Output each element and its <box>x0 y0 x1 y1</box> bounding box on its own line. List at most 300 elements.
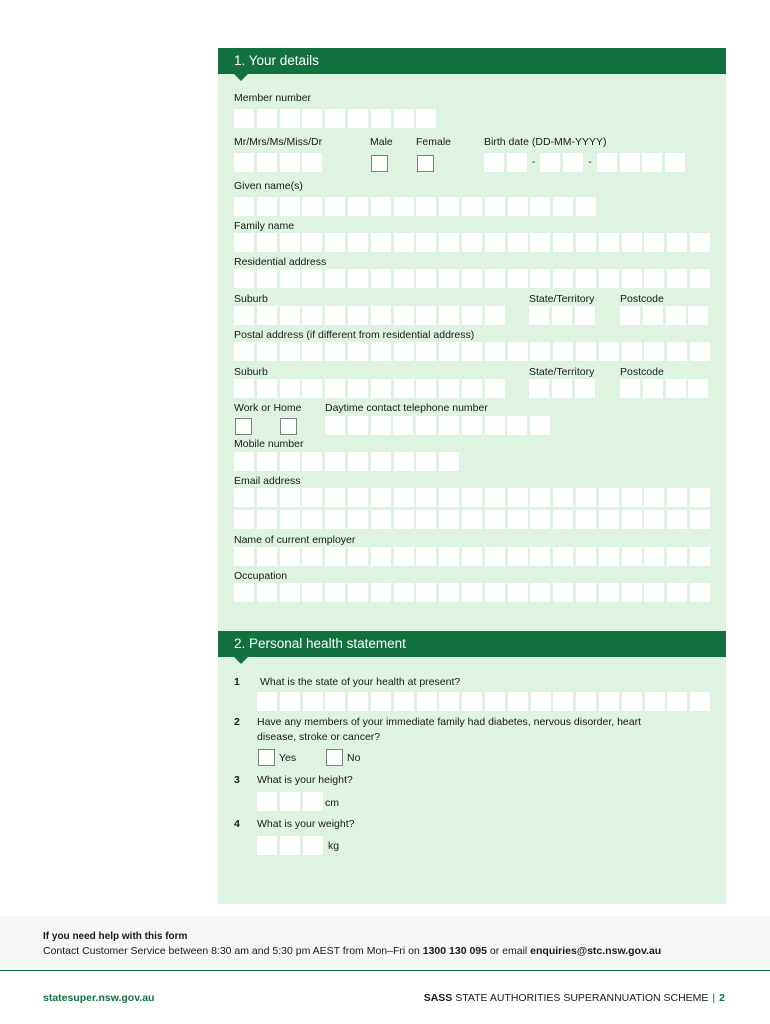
input-cell[interactable] <box>485 342 505 361</box>
input-cell[interactable] <box>553 692 573 711</box>
input-cell[interactable] <box>280 452 300 471</box>
postal-state-field[interactable] <box>529 379 597 398</box>
input-cell[interactable] <box>302 452 322 471</box>
input-cell[interactable] <box>644 342 664 361</box>
input-cell[interactable] <box>462 488 482 507</box>
input-cell[interactable] <box>280 792 300 811</box>
input-cell[interactable] <box>302 306 322 325</box>
input-cell[interactable] <box>302 510 322 529</box>
input-cell[interactable] <box>302 547 322 566</box>
input-cell[interactable] <box>530 233 550 252</box>
health-state-field[interactable] <box>257 692 713 711</box>
input-cell[interactable] <box>257 197 277 216</box>
input-cell[interactable] <box>302 197 322 216</box>
input-cell[interactable] <box>325 510 345 529</box>
input-cell[interactable] <box>439 583 459 602</box>
input-cell[interactable] <box>280 153 300 172</box>
input-cell[interactable] <box>416 510 436 529</box>
input-cell[interactable] <box>485 488 505 507</box>
input-cell[interactable] <box>371 233 391 252</box>
input-cell[interactable] <box>371 692 391 711</box>
input-cell[interactable] <box>462 233 482 252</box>
input-cell[interactable] <box>257 452 277 471</box>
input-cell[interactable] <box>485 379 505 398</box>
input-cell[interactable] <box>620 153 640 172</box>
input-cell[interactable] <box>644 583 664 602</box>
input-cell[interactable] <box>462 583 482 602</box>
input-cell[interactable] <box>530 583 550 602</box>
input-cell[interactable] <box>234 109 254 128</box>
postal-postcode-field[interactable] <box>620 379 711 398</box>
email-field-line-2[interactable] <box>234 510 713 529</box>
input-cell[interactable] <box>667 692 687 711</box>
family-name-field[interactable] <box>234 233 713 252</box>
postcode-field[interactable] <box>620 306 711 325</box>
input-cell[interactable] <box>257 488 277 507</box>
input-cell[interactable] <box>508 342 528 361</box>
input-cell[interactable] <box>553 488 573 507</box>
input-cell[interactable] <box>394 342 414 361</box>
input-cell[interactable] <box>302 488 322 507</box>
input-cell[interactable] <box>325 269 345 288</box>
input-cell[interactable] <box>416 452 436 471</box>
input-cell[interactable] <box>280 547 300 566</box>
input-cell[interactable] <box>622 269 642 288</box>
male-checkbox[interactable] <box>371 155 388 172</box>
input-cell[interactable] <box>439 379 459 398</box>
input-cell[interactable] <box>622 342 642 361</box>
input-cell[interactable] <box>644 547 664 566</box>
input-cell[interactable] <box>508 583 528 602</box>
input-cell[interactable] <box>439 306 459 325</box>
help-email[interactable]: enquiries@stc.nsw.gov.au <box>530 945 662 957</box>
female-checkbox[interactable] <box>417 155 434 172</box>
input-cell[interactable] <box>485 547 505 566</box>
input-cell[interactable] <box>371 109 391 128</box>
input-cell[interactable] <box>529 379 549 398</box>
input-cell[interactable] <box>394 583 414 602</box>
input-cell[interactable] <box>439 488 459 507</box>
input-cell[interactable] <box>599 583 619 602</box>
input-cell[interactable] <box>280 109 300 128</box>
input-cell[interactable] <box>462 416 482 435</box>
input-cell[interactable] <box>234 488 254 507</box>
input-cell[interactable] <box>644 510 664 529</box>
input-cell[interactable] <box>394 547 414 566</box>
input-cell[interactable] <box>643 306 663 325</box>
input-cell[interactable] <box>302 379 322 398</box>
input-cell[interactable] <box>485 510 505 529</box>
input-cell[interactable] <box>485 692 505 711</box>
input-cell[interactable] <box>688 379 708 398</box>
input-cell[interactable] <box>394 306 414 325</box>
input-cell[interactable] <box>553 342 573 361</box>
email-field-line-1[interactable] <box>234 488 713 507</box>
input-cell[interactable] <box>348 269 368 288</box>
occupation-field[interactable] <box>234 583 713 602</box>
input-cell[interactable] <box>508 692 528 711</box>
input-cell[interactable] <box>508 233 528 252</box>
input-cell[interactable] <box>416 416 436 435</box>
input-cell[interactable] <box>644 488 664 507</box>
input-cell[interactable] <box>576 692 596 711</box>
input-cell[interactable] <box>303 692 323 711</box>
input-cell[interactable] <box>257 109 277 128</box>
input-cell[interactable] <box>485 197 505 216</box>
input-cell[interactable] <box>563 153 583 172</box>
input-cell[interactable] <box>553 269 573 288</box>
input-cell[interactable] <box>371 452 391 471</box>
input-cell[interactable] <box>303 792 323 811</box>
input-cell[interactable] <box>667 510 687 529</box>
input-cell[interactable] <box>234 153 254 172</box>
input-cell[interactable] <box>439 233 459 252</box>
input-cell[interactable] <box>462 306 482 325</box>
birth-date-field[interactable] <box>484 153 688 172</box>
input-cell[interactable] <box>690 547 710 566</box>
input-cell[interactable] <box>280 836 300 855</box>
input-cell[interactable] <box>690 692 710 711</box>
input-cell[interactable] <box>416 269 436 288</box>
input-cell[interactable] <box>529 306 549 325</box>
input-cell[interactable] <box>622 583 642 602</box>
input-cell[interactable] <box>576 583 596 602</box>
input-cell[interactable] <box>257 153 277 172</box>
input-cell[interactable] <box>348 416 368 435</box>
input-cell[interactable] <box>302 109 322 128</box>
input-cell[interactable] <box>280 692 300 711</box>
input-cell[interactable] <box>348 342 368 361</box>
input-cell[interactable] <box>599 510 619 529</box>
input-cell[interactable] <box>371 547 391 566</box>
input-cell[interactable] <box>485 233 505 252</box>
input-cell[interactable] <box>417 692 437 711</box>
input-cell[interactable] <box>439 342 459 361</box>
input-cell[interactable] <box>348 488 368 507</box>
input-cell[interactable] <box>394 109 414 128</box>
input-cell[interactable] <box>540 153 560 172</box>
input-cell[interactable] <box>644 233 664 252</box>
input-cell[interactable] <box>599 547 619 566</box>
input-cell[interactable] <box>553 233 573 252</box>
input-cell[interactable] <box>325 416 345 435</box>
input-cell[interactable] <box>645 692 665 711</box>
given-names-field[interactable] <box>234 197 599 216</box>
input-cell[interactable] <box>394 692 414 711</box>
input-cell[interactable] <box>508 510 528 529</box>
title-label: Mr/Mrs/Ms/Miss/Dr <box>234 136 323 148</box>
input-cell[interactable] <box>280 510 300 529</box>
input-cell[interactable] <box>553 510 573 529</box>
input-cell[interactable] <box>325 452 345 471</box>
input-cell[interactable] <box>439 547 459 566</box>
input-cell[interactable] <box>234 306 254 325</box>
input-cell[interactable] <box>620 306 640 325</box>
input-cell[interactable] <box>302 153 322 172</box>
input-cell[interactable] <box>234 342 254 361</box>
input-cell[interactable] <box>462 692 482 711</box>
input-cell[interactable] <box>302 269 322 288</box>
input-cell[interactable] <box>257 836 277 855</box>
input-cell[interactable] <box>371 488 391 507</box>
input-cell[interactable] <box>348 233 368 252</box>
input-cell[interactable] <box>667 583 687 602</box>
input-cell[interactable] <box>667 342 687 361</box>
input-cell[interactable] <box>576 547 596 566</box>
input-cell[interactable] <box>530 342 550 361</box>
input-cell[interactable] <box>257 306 277 325</box>
input-cell[interactable] <box>280 306 300 325</box>
input-cell[interactable] <box>416 197 436 216</box>
input-cell[interactable] <box>667 488 687 507</box>
input-cell[interactable] <box>485 583 505 602</box>
input-cell[interactable] <box>325 379 345 398</box>
input-cell[interactable] <box>484 153 504 172</box>
input-cell[interactable] <box>622 692 642 711</box>
input-cell[interactable] <box>576 488 596 507</box>
input-cell[interactable] <box>690 488 710 507</box>
mobile-number-field[interactable] <box>234 452 462 471</box>
input-cell[interactable] <box>325 197 345 216</box>
input-cell[interactable] <box>393 416 413 435</box>
input-cell[interactable] <box>234 379 254 398</box>
input-cell[interactable] <box>371 306 391 325</box>
weight-field[interactable] <box>257 836 325 855</box>
input-cell[interactable] <box>371 379 391 398</box>
input-cell[interactable] <box>576 342 596 361</box>
input-cell[interactable] <box>575 306 595 325</box>
input-cell[interactable] <box>394 197 414 216</box>
input-cell[interactable] <box>371 510 391 529</box>
input-cell[interactable] <box>690 510 710 529</box>
input-cell[interactable] <box>553 583 573 602</box>
input-cell[interactable] <box>371 342 391 361</box>
title-field[interactable] <box>234 153 325 172</box>
input-cell[interactable] <box>325 306 345 325</box>
input-cell[interactable] <box>508 547 528 566</box>
input-cell[interactable] <box>644 269 664 288</box>
input-cell[interactable] <box>257 379 277 398</box>
input-cell[interactable] <box>553 547 573 566</box>
postal-suburb-field[interactable] <box>234 379 508 398</box>
input-cell[interactable] <box>394 379 414 398</box>
input-cell[interactable] <box>667 269 687 288</box>
input-cell[interactable] <box>416 342 436 361</box>
input-cell[interactable] <box>439 416 459 435</box>
input-cell[interactable] <box>530 488 550 507</box>
input-cell[interactable] <box>530 510 550 529</box>
input-cell[interactable] <box>303 836 323 855</box>
input-cell[interactable] <box>348 197 368 216</box>
input-cell[interactable] <box>325 583 345 602</box>
input-cell[interactable] <box>371 269 391 288</box>
input-cell[interactable] <box>690 269 710 288</box>
input-cell[interactable] <box>257 269 277 288</box>
input-cell[interactable] <box>485 416 505 435</box>
input-cell[interactable] <box>394 233 414 252</box>
input-cell[interactable] <box>416 233 436 252</box>
input-cell[interactable] <box>599 488 619 507</box>
daytime-phone-field[interactable] <box>325 416 553 435</box>
input-cell[interactable] <box>462 547 482 566</box>
input-cell[interactable] <box>485 306 505 325</box>
input-cell[interactable] <box>416 547 436 566</box>
input-cell[interactable] <box>234 269 254 288</box>
height-field[interactable] <box>257 792 325 811</box>
input-cell[interactable] <box>280 233 300 252</box>
input-cell[interactable] <box>642 153 662 172</box>
input-cell[interactable] <box>462 197 482 216</box>
input-cell[interactable] <box>325 488 345 507</box>
input-cell[interactable] <box>530 416 550 435</box>
member-number-field[interactable] <box>234 109 439 128</box>
input-cell[interactable] <box>348 547 368 566</box>
employer-field[interactable] <box>234 547 713 566</box>
yes-checkbox[interactable] <box>258 749 275 766</box>
input-cell[interactable] <box>348 583 368 602</box>
input-cell[interactable] <box>416 306 436 325</box>
input-cell[interactable] <box>348 109 368 128</box>
input-cell[interactable] <box>234 547 254 566</box>
input-cell[interactable] <box>302 583 322 602</box>
input-cell[interactable] <box>620 379 640 398</box>
input-cell[interactable] <box>667 233 687 252</box>
state-field[interactable] <box>529 306 597 325</box>
input-cell[interactable] <box>325 547 345 566</box>
input-cell[interactable] <box>690 583 710 602</box>
footer-website-link[interactable]: statesuper.nsw.gov.au <box>43 992 155 1004</box>
input-cell[interactable] <box>234 233 254 252</box>
input-cell[interactable] <box>257 692 277 711</box>
input-cell[interactable] <box>665 153 685 172</box>
input-cell[interactable] <box>257 510 277 529</box>
no-checkbox[interactable] <box>326 749 343 766</box>
input-cell[interactable] <box>234 510 254 529</box>
input-cell[interactable] <box>371 197 391 216</box>
input-cell[interactable] <box>530 197 550 216</box>
input-cell[interactable] <box>348 510 368 529</box>
input-cell[interactable] <box>507 153 527 172</box>
postal-address-field[interactable] <box>234 342 713 361</box>
input-cell[interactable] <box>394 510 414 529</box>
input-cell[interactable] <box>553 197 573 216</box>
input-cell[interactable] <box>302 233 322 252</box>
input-cell[interactable] <box>508 488 528 507</box>
input-cell[interactable] <box>552 379 572 398</box>
input-cell[interactable] <box>599 269 619 288</box>
input-cell[interactable] <box>280 269 300 288</box>
input-cell[interactable] <box>688 306 708 325</box>
input-cell[interactable] <box>666 379 686 398</box>
home-checkbox[interactable] <box>280 418 297 435</box>
input-cell[interactable] <box>462 342 482 361</box>
input-cell[interactable] <box>507 416 527 435</box>
input-cell[interactable] <box>280 197 300 216</box>
input-cell[interactable] <box>485 269 505 288</box>
input-cell[interactable] <box>257 547 277 566</box>
input-cell[interactable] <box>234 452 254 471</box>
input-cell[interactable] <box>371 416 391 435</box>
input-cell[interactable] <box>439 510 459 529</box>
work-checkbox[interactable] <box>235 418 252 435</box>
input-cell[interactable] <box>280 379 300 398</box>
suburb-field[interactable] <box>234 306 508 325</box>
input-cell[interactable] <box>394 269 414 288</box>
input-cell[interactable] <box>552 306 572 325</box>
input-cell[interactable] <box>622 233 642 252</box>
input-cell[interactable] <box>416 583 436 602</box>
input-cell[interactable] <box>257 342 277 361</box>
input-cell[interactable] <box>576 269 596 288</box>
help-phone[interactable]: 1300 130 095 <box>422 945 487 957</box>
input-cell[interactable] <box>325 692 345 711</box>
input-cell[interactable] <box>576 233 596 252</box>
input-cell[interactable] <box>690 342 710 361</box>
input-cell[interactable] <box>576 197 596 216</box>
residential-address-field[interactable] <box>234 269 713 288</box>
input-cell[interactable] <box>667 547 687 566</box>
input-cell[interactable] <box>508 269 528 288</box>
input-cell[interactable] <box>416 379 436 398</box>
input-cell[interactable] <box>622 510 642 529</box>
input-cell[interactable] <box>530 269 550 288</box>
input-cell[interactable] <box>348 379 368 398</box>
input-cell[interactable] <box>394 452 414 471</box>
input-cell[interactable] <box>257 233 277 252</box>
input-cell[interactable] <box>531 692 551 711</box>
input-cell[interactable] <box>643 379 663 398</box>
input-cell[interactable] <box>416 109 436 128</box>
input-cell[interactable] <box>348 692 368 711</box>
input-cell[interactable] <box>462 269 482 288</box>
input-cell[interactable] <box>575 379 595 398</box>
input-cell[interactable] <box>599 692 619 711</box>
input-cell[interactable] <box>416 488 436 507</box>
input-cell[interactable] <box>257 792 277 811</box>
input-cell[interactable] <box>597 153 617 172</box>
input-cell[interactable] <box>576 510 596 529</box>
input-cell[interactable] <box>690 233 710 252</box>
input-cell[interactable] <box>666 306 686 325</box>
input-cell[interactable] <box>348 306 368 325</box>
input-cell[interactable] <box>508 197 528 216</box>
input-cell[interactable] <box>530 547 550 566</box>
input-cell[interactable] <box>371 583 391 602</box>
input-cell[interactable] <box>394 488 414 507</box>
input-cell[interactable] <box>325 233 345 252</box>
input-cell[interactable] <box>280 583 300 602</box>
input-cell[interactable] <box>622 488 642 507</box>
input-cell[interactable] <box>439 692 459 711</box>
input-cell[interactable] <box>234 583 254 602</box>
input-cell[interactable] <box>302 342 322 361</box>
input-cell[interactable] <box>462 510 482 529</box>
input-cell[interactable] <box>439 269 459 288</box>
input-cell[interactable] <box>257 583 277 602</box>
input-cell[interactable] <box>325 109 345 128</box>
input-cell[interactable] <box>280 488 300 507</box>
input-cell[interactable] <box>599 342 619 361</box>
input-cell[interactable] <box>280 342 300 361</box>
input-cell[interactable] <box>599 233 619 252</box>
input-cell[interactable] <box>234 197 254 216</box>
input-cell[interactable] <box>325 342 345 361</box>
input-cell[interactable] <box>439 197 459 216</box>
input-cell[interactable] <box>348 452 368 471</box>
input-cell[interactable] <box>622 547 642 566</box>
input-cell[interactable] <box>439 452 459 471</box>
input-cell[interactable] <box>462 379 482 398</box>
